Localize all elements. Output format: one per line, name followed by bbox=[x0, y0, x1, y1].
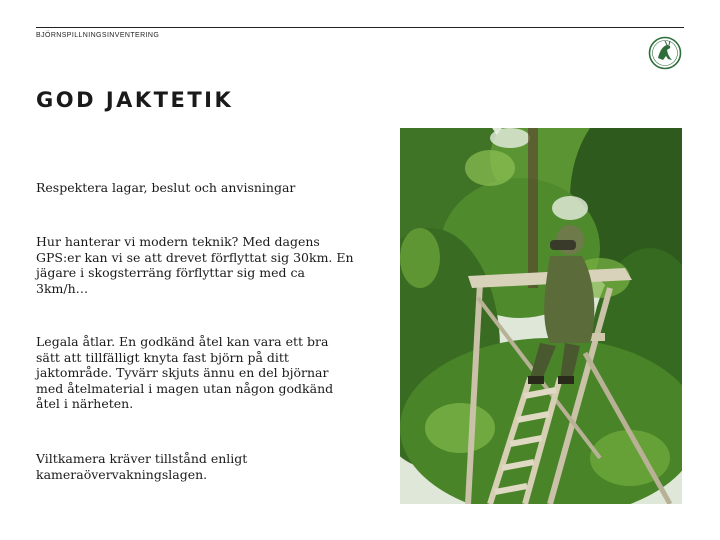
hunters-association-emblem-icon bbox=[648, 36, 682, 70]
paragraph-technology: Hur hanterar vi modern teknik? Med dagens GPS:er kan vi se att drevet förflyttat sig 30km. En jägare i skogsterräng förflyttar sig med ca 3km/h… bbox=[36, 234, 354, 296]
paragraph-bait-sites: Legala åtlar. En godkänd åtel kan vara ett bra sätt att tillfälligt knyta fast björn på ditt jaktområde. Tyvärr skjuts ännu en del björnar med åtelmaterial i magen utan någon godkänd åtel i närheten. bbox=[36, 334, 334, 411]
hunter-on-raised-stand-photo bbox=[400, 128, 682, 504]
paragraph-laws: Respektera lagar, beslut och anvisningar bbox=[36, 180, 296, 195]
header-rule bbox=[36, 27, 684, 28]
page-title: GOD JAKTETIK bbox=[36, 88, 234, 112]
header-label: BJÖRNSPILLNINGSINVENTERING bbox=[36, 32, 160, 39]
paragraph-wildlife-camera: Viltkamera kräver tillstånd enligt kameraövervakningslagen. bbox=[36, 451, 248, 482]
